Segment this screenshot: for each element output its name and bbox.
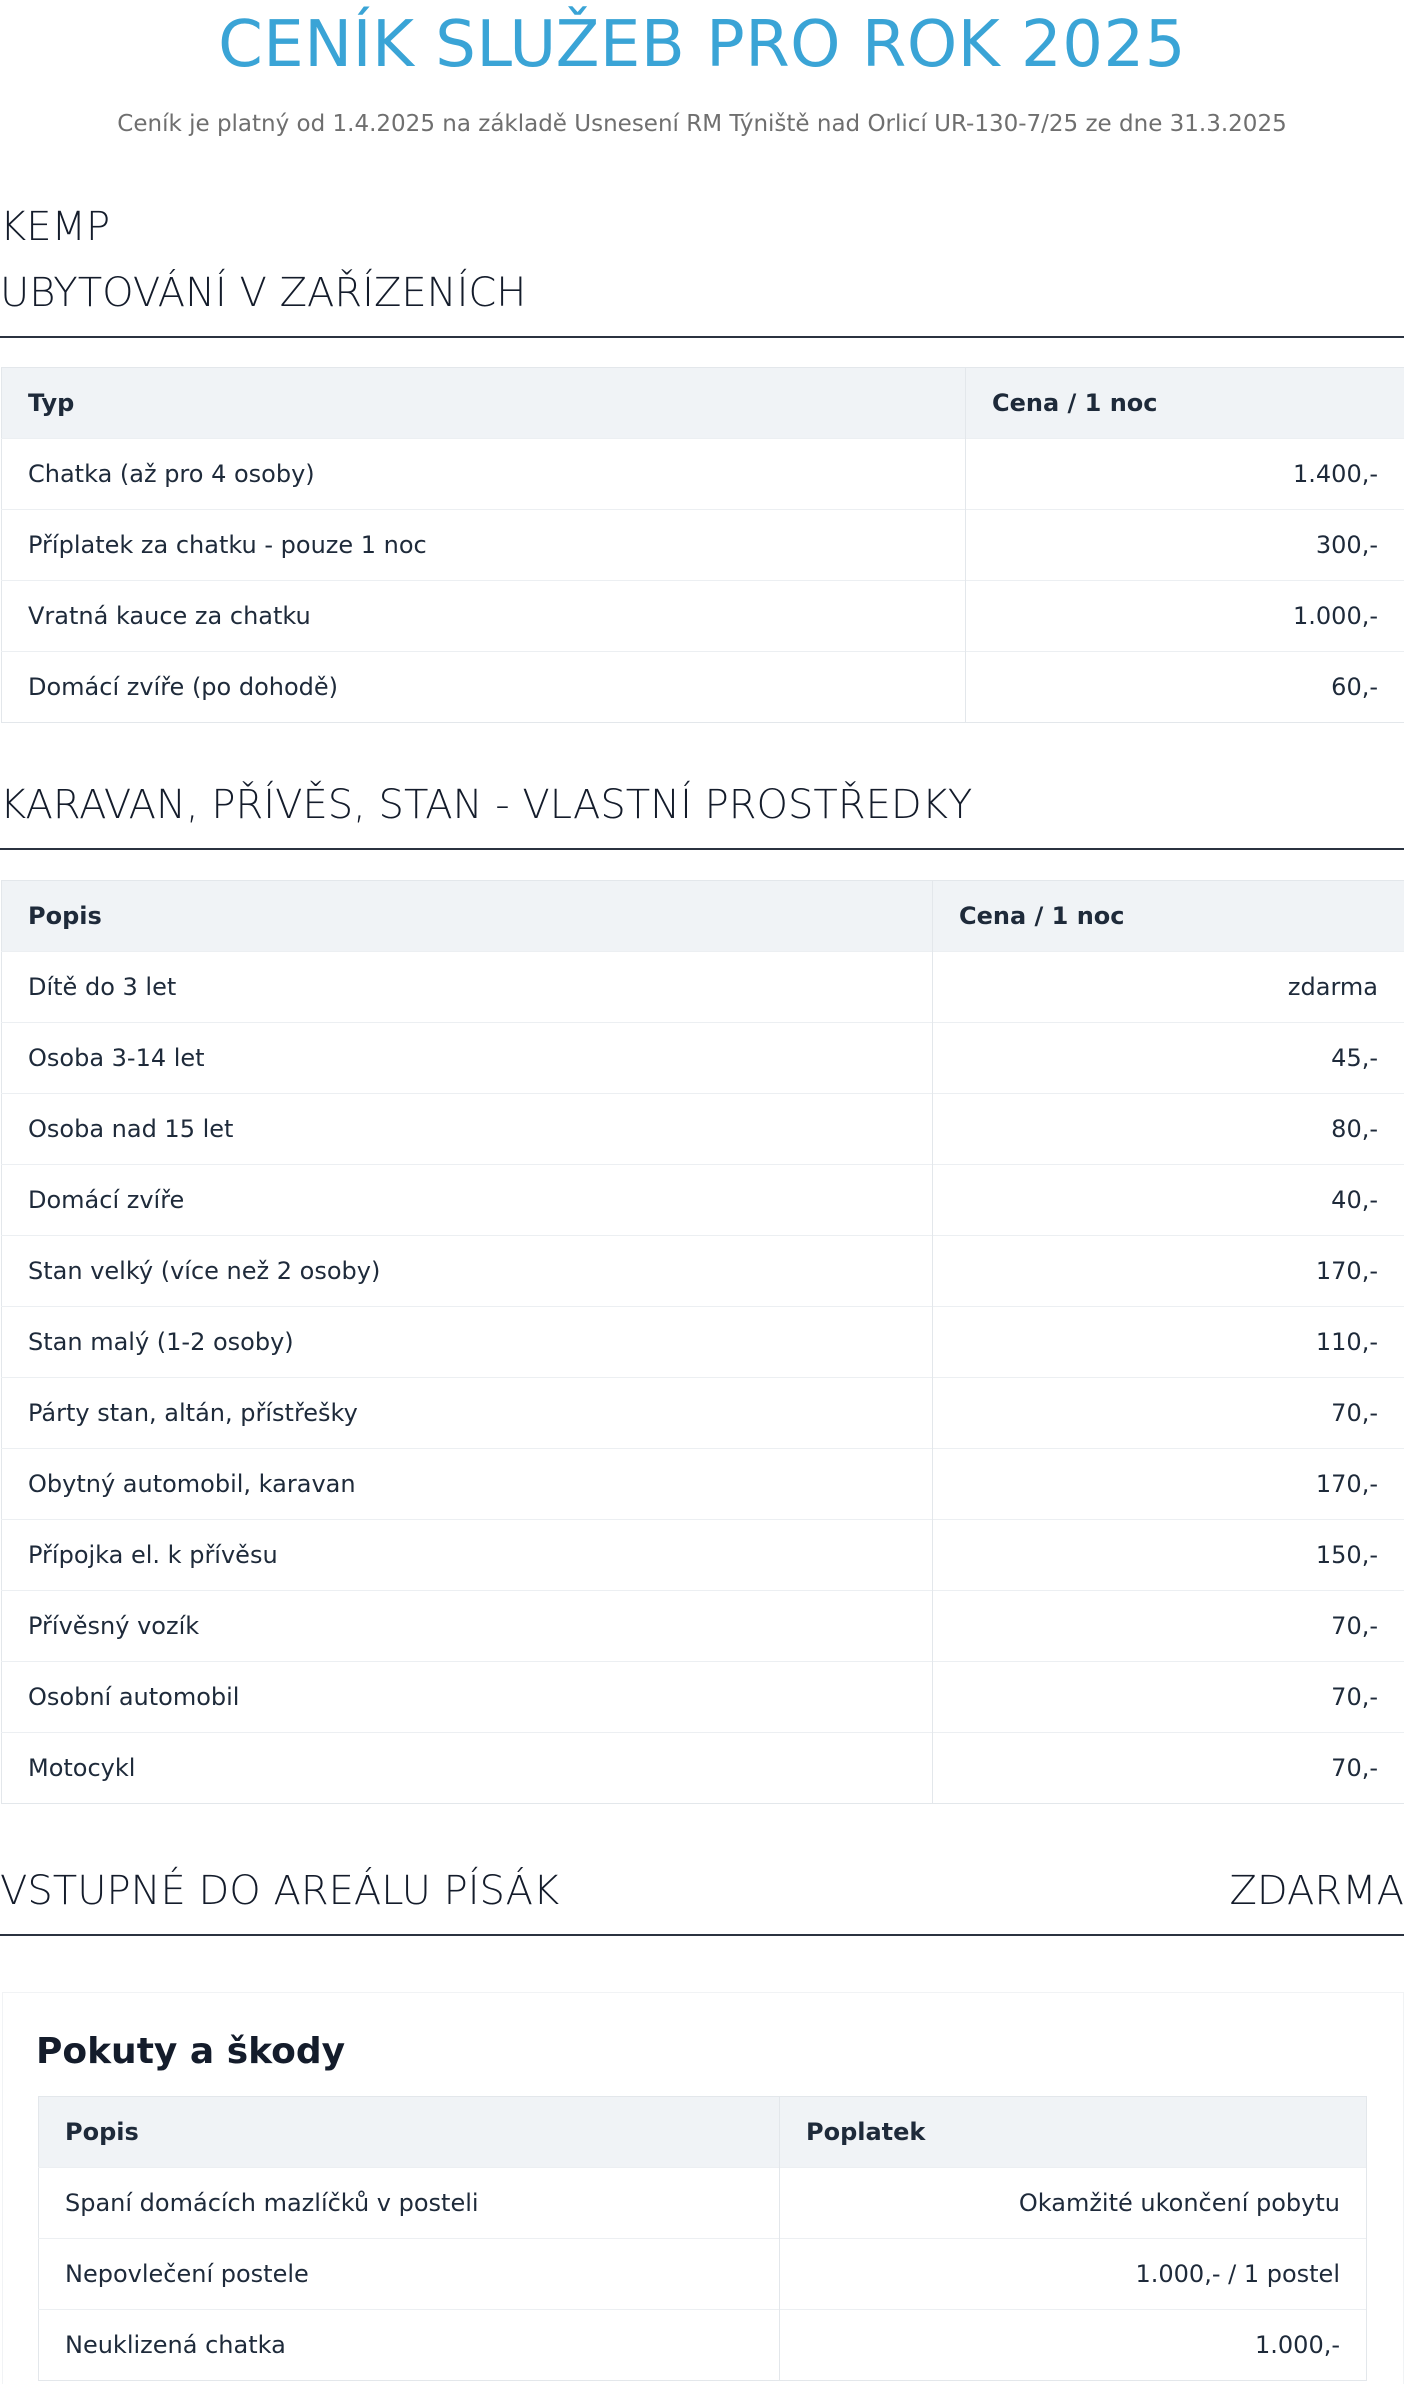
row-price: 150,-	[933, 1520, 1404, 1591]
row-label: Domácí zvíře (po dohodě)	[2, 652, 966, 723]
vstupne-label: VSTUPNÉ DO AREÁLU PÍSÁK	[0, 1868, 560, 1914]
vstupne-heading	[0, 1862, 1404, 1936]
table-row	[39, 2168, 1367, 2239]
table-row	[2, 1520, 1404, 1591]
table-row	[2, 1307, 1404, 1378]
table-row	[2, 652, 1404, 723]
row-label: Párty stan, altán, přístřešky	[2, 1378, 933, 1449]
table-row	[2, 1094, 1404, 1165]
column-header-popis: Popis	[39, 2097, 780, 2168]
table-row	[2, 1165, 1404, 1236]
row-label: Motocykl	[2, 1733, 933, 1804]
karavan-heading	[0, 776, 1404, 850]
table-row	[2, 952, 1404, 1023]
column-header-poplatek: Poplatek	[780, 2097, 1367, 2168]
row-price: 70,-	[933, 1662, 1404, 1733]
fines-title: Pokuty a škody	[36, 2031, 346, 2072]
table-header-row	[39, 2097, 1367, 2168]
row-label: Osoba 3-14 let	[2, 1023, 933, 1094]
column-header-typ: Typ	[2, 368, 966, 439]
table-row	[2, 1591, 1404, 1662]
row-price: zdarma	[933, 952, 1404, 1023]
page-subtitle: Ceník je platný od 1.4.2025 na základě Usnesení RM Týniště nad Orlicí UR-130-7/25 ze dne 31.3.2025	[117, 111, 1287, 137]
table-row	[2, 1378, 1404, 1449]
row-label: Chatka (až pro 4 osoby)	[2, 439, 966, 510]
table-header-row	[2, 881, 1404, 952]
row-price: 70,-	[933, 1733, 1404, 1804]
row-label: Přívěsný vozík	[2, 1591, 933, 1662]
row-price: 170,-	[933, 1449, 1404, 1520]
row-price: 45,-	[933, 1023, 1404, 1094]
column-header-cena: Cena / 1 noc	[933, 881, 1404, 952]
table-row	[2, 1662, 1404, 1733]
column-header-cena: Cena / 1 noc	[966, 368, 1404, 439]
row-price: 40,-	[933, 1165, 1404, 1236]
table-row	[2, 439, 1404, 510]
row-label: Osoba nad 15 let	[2, 1094, 933, 1165]
row-price: 1.000,- / 1 postel	[780, 2239, 1367, 2310]
row-price: 170,-	[933, 1236, 1404, 1307]
ubytovani-heading	[0, 264, 1404, 338]
table-row	[39, 2310, 1367, 2381]
row-label: Obytný automobil, karavan	[2, 1449, 933, 1520]
row-price: 110,-	[933, 1307, 1404, 1378]
row-label: Neuklizená chatka	[39, 2310, 780, 2381]
row-label: Osobní automobil	[2, 1662, 933, 1733]
row-price: 300,-	[966, 510, 1404, 581]
ubytovani-heading-text: UBYTOVÁNÍ V ZAŘÍZENÍCH	[0, 270, 527, 316]
row-price: 70,-	[933, 1378, 1404, 1449]
table-row	[2, 1236, 1404, 1307]
row-price: 1.400,-	[966, 439, 1404, 510]
table-row	[2, 510, 1404, 581]
row-price: Okamžité ukončení pobytu	[780, 2168, 1367, 2239]
table-row	[2, 1733, 1404, 1804]
row-label: Domácí zvíře	[2, 1165, 933, 1236]
table-row	[2, 1023, 1404, 1094]
fines-table	[38, 2096, 1367, 2381]
table-header-row	[2, 368, 1404, 439]
kemp-heading: KEMP	[0, 204, 111, 250]
row-price: 60,-	[966, 652, 1404, 723]
table-row	[39, 2239, 1367, 2310]
table-row	[2, 1449, 1404, 1520]
row-price: 80,-	[933, 1094, 1404, 1165]
row-label: Spaní domácích mazlíčků v posteli	[39, 2168, 780, 2239]
row-price: 1.000,-	[966, 581, 1404, 652]
row-label: Nepovlečení postele	[39, 2239, 780, 2310]
row-label: Dítě do 3 let	[2, 952, 933, 1023]
row-label: Stan velký (více než 2 osoby)	[2, 1236, 933, 1307]
karavan-heading-text: KARAVAN, PŘÍVĚS, STAN - VLASTNÍ PROSTŘEDKY	[0, 782, 973, 828]
row-label: Příplatek za chatku - pouze 1 noc	[2, 510, 966, 581]
row-label: Vratná kauce za chatku	[2, 581, 966, 652]
row-label: Přípojka el. k přívěsu	[2, 1520, 933, 1591]
row-price: 1.000,-	[780, 2310, 1367, 2381]
ubytovani-table	[1, 367, 1404, 723]
vstupne-value: ZDARMA	[1229, 1868, 1404, 1914]
karavan-table	[1, 880, 1404, 1804]
column-header-popis: Popis	[2, 881, 933, 952]
table-row	[2, 581, 1404, 652]
row-price: 70,-	[933, 1591, 1404, 1662]
page-title: CENÍK SLUŽEB PRO ROK 2025	[218, 8, 1186, 82]
row-label: Stan malý (1-2 osoby)	[2, 1307, 933, 1378]
